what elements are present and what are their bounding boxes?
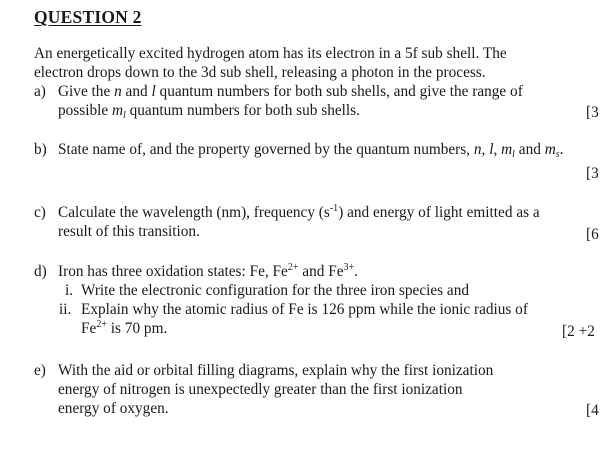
part-e-marks: [4 <box>586 402 599 419</box>
part-d-ii-line-2: $Fe^{2+}$ is 70 pm. <box>81 319 168 337</box>
part-d-marks: [2 +2 <box>562 323 595 340</box>
part-d-ii-label: ii. <box>59 301 72 318</box>
part-d-i-text: Write the electronic configuration for the three iron species and <box>81 282 470 299</box>
part-d-ii-line-1: Explain why the atomic radius of Fe is 126 ppm while the ionic radius of <box>81 301 528 318</box>
part-c-line-1: Calculate the wavelength (nm), frequency $(s^{-1})$ and energy of light emitted as a <box>58 203 540 221</box>
part-b-line-1: State name of, and the property governed by the quantum numbers, n, l, $m_l$ and $m_s$. <box>58 141 564 160</box>
part-a-line-1: Give the n and l quantum numbers for both sub shells, and give the range of <box>58 83 523 100</box>
part-c-marks: [6 <box>586 226 599 243</box>
intro-line-2: electron drops down to the 3d sub shell, releasing a photon in the process. <box>34 64 486 81</box>
part-a-marks: [3 <box>586 104 599 121</box>
part-c-line-2: result of this transition. <box>58 223 200 240</box>
part-d-label: d) <box>34 263 47 280</box>
part-a-line-2: possible $m_l$ quantum numbers for both sub shells. <box>58 102 360 121</box>
part-e-line-1: With the aid or orbital filling diagrams, explain why the first ionization <box>58 362 494 379</box>
part-a-label: a) <box>34 83 46 100</box>
question-title: QUESTION 2 <box>34 7 142 27</box>
part-d-i-label: i. <box>65 282 74 299</box>
part-c-label: c) <box>34 204 46 221</box>
part-e-line-3: energy of oxygen. <box>58 400 169 417</box>
part-d-line-1: Iron has three oxidation states: Fe, $Fe^{2+}$ and $Fe^{3+}$. <box>58 262 358 280</box>
part-b-marks: [3 <box>586 165 599 182</box>
part-b-label: b) <box>34 141 47 158</box>
part-e-label: e) <box>34 362 46 379</box>
intro-line-1: An energetically excited hydrogen atom has its electron in a 5f sub shell. The <box>34 45 507 62</box>
part-e-line-2: energy of nitrogen is unexpectedly greater than the first ionization <box>58 381 463 398</box>
